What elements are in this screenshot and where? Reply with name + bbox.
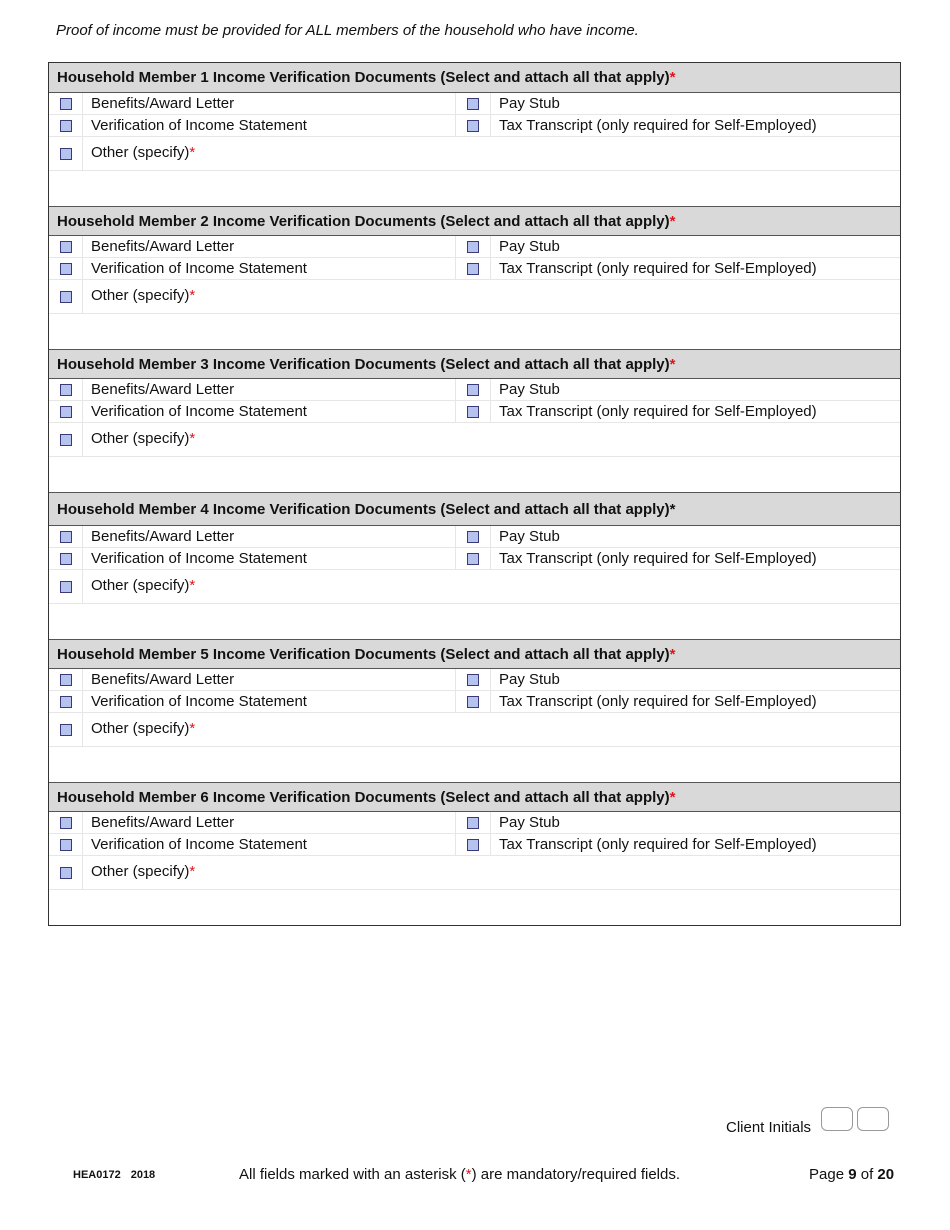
pay-stub-label: Pay Stub	[499, 528, 560, 545]
income-verification-form	[48, 62, 901, 926]
member-1-tax-transcript-checkbox[interactable]	[467, 120, 479, 132]
tax-transcript-label: Tax Transcript (only required for Self-Employed)	[499, 403, 817, 420]
member-2-section	[49, 206, 900, 349]
member-3-other-specify-field[interactable]	[49, 457, 900, 492]
member-2-title: Household Member 2 Income Verification Documents (Select and attach all that apply)	[57, 213, 670, 230]
benefits-label: Benefits/Award Letter	[91, 238, 235, 255]
member-1-header	[49, 63, 900, 93]
pay-stub-label: Pay Stub	[499, 814, 560, 831]
intro-note: Proof of income must be provided for ALL members of the household who have income.	[56, 22, 639, 39]
member-6-pay-stub-checkbox[interactable]	[467, 817, 479, 829]
client-initials-label: Client Initials	[726, 1119, 812, 1136]
page-total: 20	[877, 1166, 895, 1183]
mandatory-fields-note: All fields marked with an asterisk (*) are mandatory/required fields.	[239, 1166, 681, 1183]
options-row	[49, 834, 900, 856]
page-number: Page 9 of 20	[809, 1166, 895, 1183]
required-asterisk: *	[669, 213, 676, 230]
member-3-tax-transcript-checkbox[interactable]	[467, 406, 479, 418]
other-row	[49, 137, 900, 171]
client-initials	[726, 1117, 889, 1137]
client-initials-field-2[interactable]	[857, 1107, 889, 1131]
member-6-tax-transcript-checkbox[interactable]	[467, 839, 479, 851]
member-5-other-checkbox[interactable]	[60, 724, 72, 736]
verification-label: Verification of Income Statement	[91, 117, 307, 134]
member-1-pay-stub-checkbox[interactable]	[467, 98, 479, 110]
member-2-tax-transcript-checkbox[interactable]	[467, 263, 479, 275]
member-3-benefits-checkbox[interactable]	[60, 384, 72, 396]
member-1-title: Household Member 1 Income Verification Documents (Select and attach all that apply)	[57, 69, 670, 86]
member-5-section	[49, 639, 900, 782]
options-row	[49, 258, 900, 280]
member-5-benefits-checkbox[interactable]	[60, 674, 72, 686]
member-2-verification-checkbox[interactable]	[60, 263, 72, 275]
options-row	[49, 236, 900, 258]
required-asterisk: *	[189, 720, 196, 737]
member-2-header	[49, 206, 900, 236]
form-year: 2018	[130, 1169, 156, 1181]
tax-transcript-label: Tax Transcript (only required for Self-Employed)	[499, 260, 817, 277]
member-5-verification-checkbox[interactable]	[60, 696, 72, 708]
member-4-header	[49, 492, 900, 526]
member-1-benefits-checkbox[interactable]	[60, 98, 72, 110]
tax-transcript-label: Tax Transcript (only required for Self-Employed)	[499, 693, 817, 710]
member-3-verification-checkbox[interactable]	[60, 406, 72, 418]
member-6-section	[49, 782, 900, 925]
tax-transcript-label: Tax Transcript (only required for Self-Employed)	[499, 550, 817, 567]
options-row	[49, 526, 900, 548]
required-asterisk: *	[189, 287, 196, 304]
required-asterisk: *	[465, 1166, 472, 1183]
member-5-pay-stub-checkbox[interactable]	[467, 674, 479, 686]
pay-stub-label: Pay Stub	[499, 238, 560, 255]
member-5-tax-transcript-checkbox[interactable]	[467, 696, 479, 708]
other-label: Other (specify)*	[91, 144, 196, 161]
verification-label: Verification of Income Statement	[91, 693, 307, 710]
required-asterisk: *	[189, 863, 196, 880]
verification-label: Verification of Income Statement	[91, 403, 307, 420]
required-asterisk: *	[669, 646, 676, 663]
member-1-verification-checkbox[interactable]	[60, 120, 72, 132]
other-row	[49, 280, 900, 314]
member-3-header	[49, 349, 900, 379]
pay-stub-label: Pay Stub	[499, 381, 560, 398]
other-label: Other (specify)*	[91, 863, 196, 880]
required-asterisk: *	[669, 501, 676, 518]
member-6-other-specify-field[interactable]	[49, 890, 900, 925]
tax-transcript-label: Tax Transcript (only required for Self-Employed)	[499, 836, 817, 853]
member-6-benefits-checkbox[interactable]	[60, 817, 72, 829]
required-asterisk: *	[189, 144, 196, 161]
tax-transcript-label: Tax Transcript (only required for Self-Employed)	[499, 117, 817, 134]
member-5-header	[49, 639, 900, 669]
member-3-section	[49, 349, 900, 492]
member-3-pay-stub-checkbox[interactable]	[467, 384, 479, 396]
required-asterisk: *	[189, 430, 196, 447]
form-code	[73, 1169, 155, 1181]
options-row	[49, 669, 900, 691]
member-4-benefits-checkbox[interactable]	[60, 531, 72, 543]
member-4-other-checkbox[interactable]	[60, 581, 72, 593]
options-row	[49, 401, 900, 423]
member-4-title: Household Member 4 Income Verification Documents (Select and attach all that apply)	[57, 501, 670, 518]
other-row	[49, 856, 900, 890]
member-5-other-specify-field[interactable]	[49, 747, 900, 782]
options-row	[49, 691, 900, 713]
member-6-header	[49, 782, 900, 812]
member-4-verification-checkbox[interactable]	[60, 553, 72, 565]
page-current: 9	[848, 1166, 857, 1183]
required-asterisk: *	[669, 69, 676, 86]
member-1-other-specify-field[interactable]	[49, 171, 900, 206]
required-asterisk: *	[189, 577, 196, 594]
member-6-other-checkbox[interactable]	[60, 867, 72, 879]
benefits-label: Benefits/Award Letter	[91, 95, 235, 112]
options-row	[49, 812, 900, 834]
member-2-pay-stub-checkbox[interactable]	[467, 241, 479, 253]
form-code-id: HEA0172	[73, 1169, 121, 1181]
other-row	[49, 713, 900, 747]
member-2-other-specify-field[interactable]	[49, 314, 900, 349]
member-6-title: Household Member 6 Income Verification Documents (Select and attach all that apply)	[57, 789, 670, 806]
member-4-other-specify-field[interactable]	[49, 604, 900, 639]
options-row	[49, 115, 900, 137]
member-4-pay-stub-checkbox[interactable]	[467, 531, 479, 543]
verification-label: Verification of Income Statement	[91, 260, 307, 277]
member-1-section	[49, 63, 900, 206]
options-row	[49, 548, 900, 570]
other-label: Other (specify)*	[91, 430, 196, 447]
benefits-label: Benefits/Award Letter	[91, 671, 235, 688]
verification-label: Verification of Income Statement	[91, 836, 307, 853]
other-label: Other (specify)*	[91, 720, 196, 737]
member-3-title: Household Member 3 Income Verification Documents (Select and attach all that apply)	[57, 356, 670, 373]
other-label: Other (specify)*	[91, 287, 196, 304]
other-row	[49, 423, 900, 457]
member-1-other-checkbox[interactable]	[60, 148, 72, 160]
client-initials-field-1[interactable]	[821, 1107, 853, 1131]
member-4-tax-transcript-checkbox[interactable]	[467, 553, 479, 565]
benefits-label: Benefits/Award Letter	[91, 381, 235, 398]
pay-stub-label: Pay Stub	[499, 95, 560, 112]
verification-label: Verification of Income Statement	[91, 550, 307, 567]
benefits-label: Benefits/Award Letter	[91, 528, 235, 545]
member-5-title: Household Member 5 Income Verification Documents (Select and attach all that apply)	[57, 646, 670, 663]
required-asterisk: *	[669, 789, 676, 806]
member-4-section	[49, 492, 900, 639]
member-2-benefits-checkbox[interactable]	[60, 241, 72, 253]
benefits-label: Benefits/Award Letter	[91, 814, 235, 831]
member-6-verification-checkbox[interactable]	[60, 839, 72, 851]
options-row	[49, 93, 900, 115]
member-3-other-checkbox[interactable]	[60, 434, 72, 446]
member-2-other-checkbox[interactable]	[60, 291, 72, 303]
options-row	[49, 379, 900, 401]
other-row	[49, 570, 900, 604]
pay-stub-label: Pay Stub	[499, 671, 560, 688]
other-label: Other (specify)*	[91, 577, 196, 594]
required-asterisk: *	[669, 356, 676, 373]
